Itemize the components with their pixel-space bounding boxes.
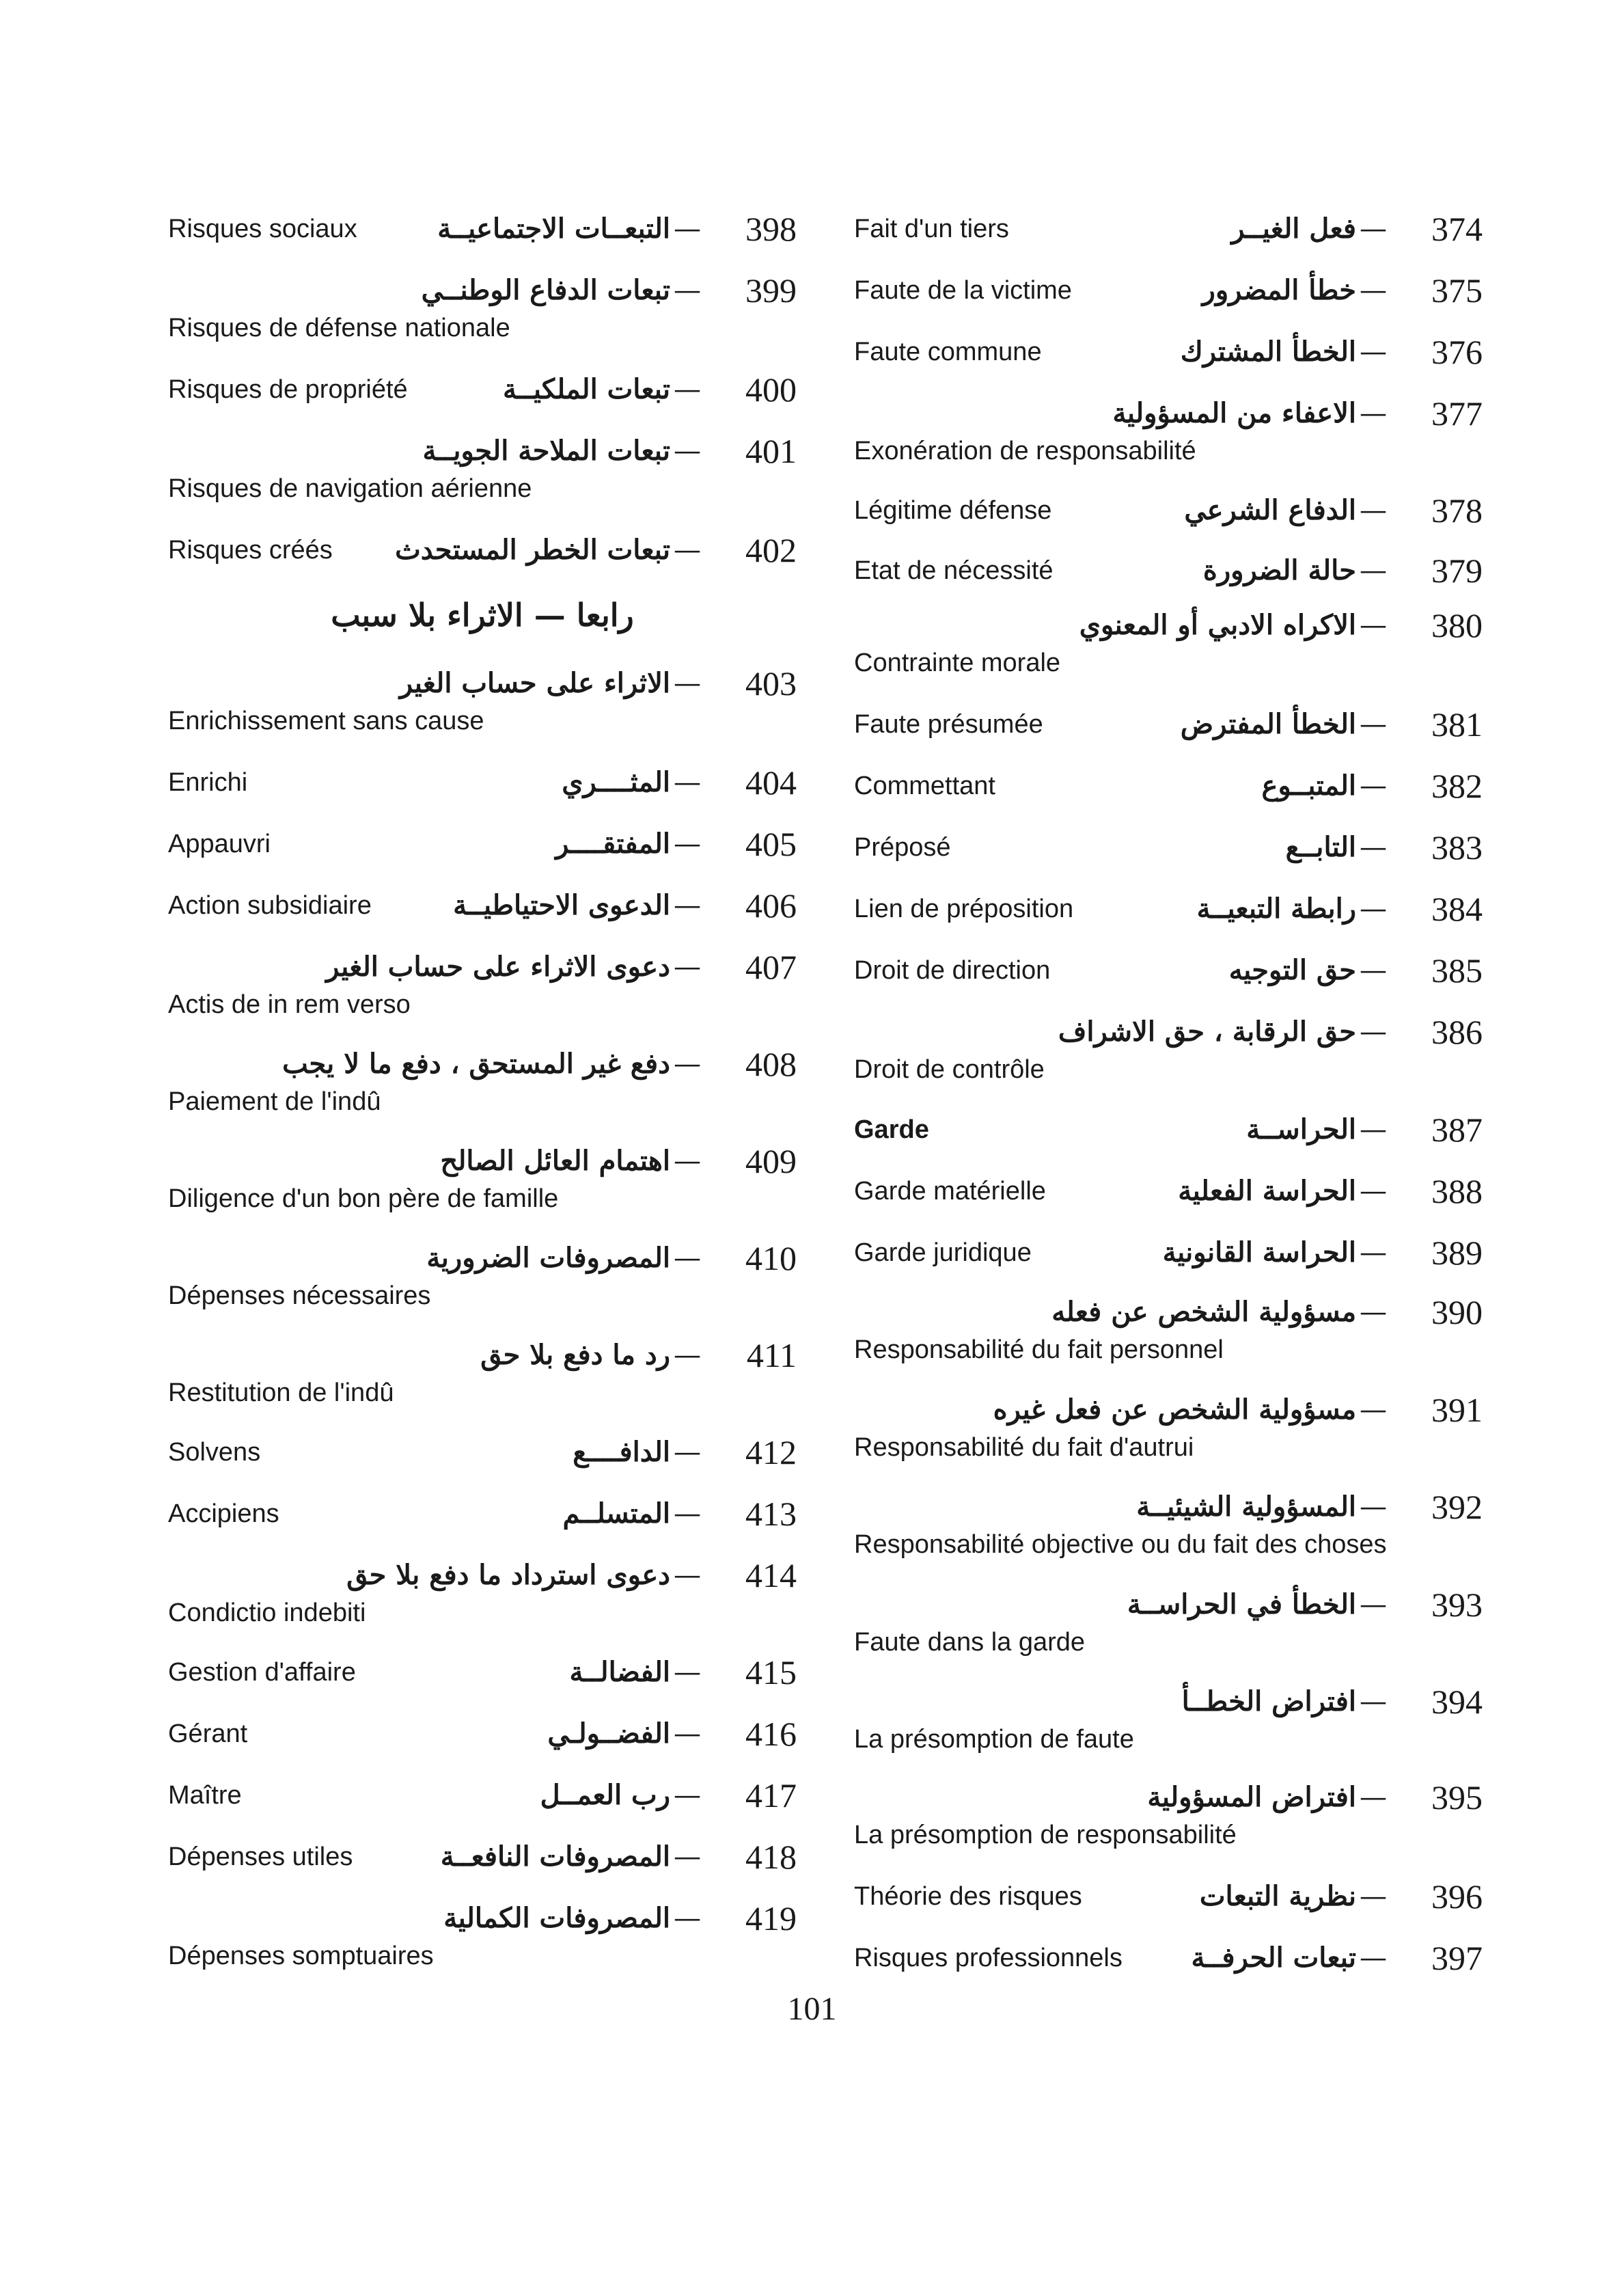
arabic-term: افتراض المسؤولية <box>1147 1781 1356 1813</box>
dash: — <box>1360 1782 1387 1813</box>
entry-number: 406 <box>745 886 797 925</box>
french-term: Risques sociaux <box>168 215 357 243</box>
glossary-entry <box>854 1581 1483 1657</box>
entry-number: 377 <box>1431 394 1483 433</box>
french-term: Théorie des risques <box>854 1882 1082 1911</box>
glossary-entry <box>168 1137 797 1213</box>
arabic-term: الاعفاء من المسؤولية <box>1112 397 1356 429</box>
glossary-entry <box>854 1773 1483 1849</box>
entry-number: 386 <box>1431 1013 1483 1051</box>
arabic-term: الاثراء على حساب الغير <box>399 667 670 699</box>
arabic-term: التابــع <box>1285 831 1356 863</box>
glossary-entry <box>854 1386 1483 1462</box>
page-number: 101 <box>787 1991 837 2027</box>
arabic-term: رابطة التبعيــة <box>1196 893 1356 925</box>
entry-number: 394 <box>1431 1683 1483 1721</box>
dash: — <box>674 1903 701 1934</box>
french-term: Risques de navigation aérienne <box>168 474 532 503</box>
french-term: Enrichissement sans cause <box>168 707 484 735</box>
entry-number: 411 <box>746 1336 797 1374</box>
dash: — <box>1360 398 1387 429</box>
entry-number: 417 <box>745 1776 797 1814</box>
dash: — <box>1360 555 1387 586</box>
french-term: Maître <box>168 1781 242 1810</box>
arabic-term: اهتمام العائل الصالح <box>440 1145 670 1177</box>
glossary-entry <box>168 267 797 342</box>
arabic-term: المتسلــم <box>562 1497 670 1530</box>
entry-number: 415 <box>745 1653 797 1691</box>
dash: — <box>1360 1237 1387 1268</box>
glossary-entry <box>854 701 1483 748</box>
french-term: Droit de direction <box>854 956 1051 985</box>
entry-number: 379 <box>1431 552 1483 590</box>
french-term: Risques créés <box>168 536 333 565</box>
arabic-term: مسؤولية الشخص عن فعل غيره <box>993 1393 1356 1426</box>
entry-number: 410 <box>745 1239 797 1277</box>
french-term: Garde matérielle <box>854 1177 1046 1206</box>
glossary-entry <box>168 820 797 868</box>
entry-number: 399 <box>745 271 797 310</box>
dash: — <box>1360 893 1387 925</box>
french-term: Solvens <box>168 1438 261 1467</box>
french-term: Responsabilité du fait personnel <box>854 1335 1224 1364</box>
french-term: Etat de nécessité <box>854 556 1054 585</box>
french-term: Gérant <box>168 1719 248 1748</box>
glossary-entry <box>168 1234 797 1310</box>
entry-number: 378 <box>1431 491 1483 530</box>
entry-number: 408 <box>745 1045 797 1083</box>
french-term: Dépenses utiles <box>168 1843 353 1871</box>
dash: — <box>1360 955 1387 986</box>
entry-number: 382 <box>1431 767 1483 805</box>
entry-number: 387 <box>1431 1111 1483 1149</box>
entry-number: 405 <box>745 825 797 863</box>
entry-number: 403 <box>745 664 797 703</box>
arabic-term: نظرية التبعات <box>1199 1880 1356 1912</box>
entry-number: 376 <box>1431 333 1483 371</box>
entry-number: 381 <box>1431 705 1483 744</box>
dash: — <box>674 1340 701 1371</box>
arabic-term: المصروفات الكمالية <box>443 1902 670 1934</box>
arabic-term: الحراسة القانونية <box>1162 1236 1356 1268</box>
glossary-entry <box>854 547 1483 595</box>
glossary-entry <box>854 1229 1483 1277</box>
entry-number: 393 <box>1431 1586 1483 1624</box>
dash: — <box>674 1718 701 1750</box>
dash: — <box>1360 495 1387 526</box>
entry-number: 416 <box>745 1715 797 1753</box>
glossary-entry <box>168 526 797 574</box>
dash: — <box>674 275 701 306</box>
french-term: Responsabilité du fait d'autrui <box>854 1433 1194 1462</box>
entry-number: 385 <box>1431 951 1483 990</box>
glossary-entry <box>854 328 1483 376</box>
entry-number: 395 <box>1431 1778 1483 1817</box>
arabic-term: الحراســة <box>1246 1113 1356 1145</box>
glossary-entry <box>854 1934 1483 1982</box>
arabic-term: الخطأ المفترض <box>1180 708 1356 740</box>
arabic-term: الفضالــة <box>569 1656 670 1688</box>
dash: — <box>1360 1589 1387 1620</box>
entry-number: 388 <box>1431 1172 1483 1210</box>
arabic-term: الخطأ المشترك <box>1180 336 1356 368</box>
arabic-term: الفضــولـي <box>547 1717 670 1750</box>
dash: — <box>674 1560 701 1591</box>
french-term: Fait d'un tiers <box>854 215 1009 243</box>
dash: — <box>674 1437 701 1468</box>
french-term: Commettant <box>854 772 995 800</box>
glossary-entry <box>168 759 797 806</box>
arabic-term: تبعات الخطر المستحدث <box>395 534 670 566</box>
arabic-term: الدافــــع <box>573 1436 670 1468</box>
glossary-entry <box>168 660 797 735</box>
dash: — <box>674 1048 701 1080</box>
french-term: Lien de préposition <box>854 895 1074 923</box>
glossary-entry <box>854 1167 1483 1215</box>
french-term: Risques professionnels <box>854 1944 1123 1972</box>
french-term: Appauvri <box>168 830 271 858</box>
dash: — <box>1360 1686 1387 1717</box>
french-term: Exonération de responsabilité <box>854 437 1196 465</box>
arabic-term: خطأ المضرور <box>1202 274 1356 306</box>
entry-number: 409 <box>745 1142 797 1180</box>
dash: — <box>674 534 701 566</box>
entry-number: 402 <box>745 531 797 569</box>
glossary-entry <box>854 601 1483 677</box>
glossary-entry <box>854 1288 1483 1364</box>
arabic-term: الدفاع الشرعي <box>1184 494 1356 526</box>
french-term: Risques de propriété <box>168 375 408 404</box>
glossary-entry <box>168 1648 797 1696</box>
dash: — <box>674 213 701 245</box>
dash: — <box>674 1145 701 1177</box>
glossary-entry <box>168 1771 797 1819</box>
entry-number: 400 <box>745 370 797 409</box>
french-term: Faute présumée <box>854 710 1043 739</box>
entry-number: 413 <box>745 1495 797 1533</box>
glossary-entry <box>854 205 1483 253</box>
glossary-entry <box>854 947 1483 994</box>
arabic-term: افتراض الخطــأ <box>1181 1685 1356 1717</box>
arabic-term: الاكراه الادبي أو المعنوي <box>1079 609 1356 641</box>
glossary-entry <box>854 1483 1483 1559</box>
french-term: Faute de la victime <box>854 276 1072 305</box>
glossary-entry <box>168 943 797 1019</box>
glossary-entry <box>168 1490 797 1538</box>
glossary-entry <box>854 487 1483 534</box>
entry-number: 384 <box>1431 890 1483 928</box>
glossary-entry <box>168 1551 797 1627</box>
french-term: Responsabilité objective ou du fait des choses <box>854 1530 1387 1559</box>
section-heading: رابعا — الاثراء بلا سبب <box>331 597 634 634</box>
arabic-term: حق التوجيه <box>1228 954 1356 986</box>
arabic-term: التبعــات الاجتماعيــة <box>437 213 670 245</box>
arabic-term: المفتقــــر <box>555 828 670 860</box>
arabic-term: رب العمــل <box>540 1779 670 1811</box>
glossary-entry <box>168 1428 797 1476</box>
dash: — <box>1360 1491 1387 1523</box>
arabic-term: تبعات الملاحة الجويــة <box>422 435 670 467</box>
dash: — <box>674 435 701 467</box>
glossary-entry <box>854 1678 1483 1754</box>
arabic-term: مسؤولية الشخص عن فعله <box>1051 1296 1356 1328</box>
dash: — <box>674 828 701 860</box>
entry-number: 412 <box>745 1433 797 1471</box>
french-term: Diligence d'un bon père de famille <box>168 1184 559 1213</box>
french-term: Faute commune <box>854 338 1042 366</box>
glossary-entry <box>854 390 1483 465</box>
entry-number: 380 <box>1431 606 1483 644</box>
glossary-entry <box>854 885 1483 933</box>
dash: — <box>674 951 701 983</box>
glossary-entry <box>168 1040 797 1116</box>
arabic-term: تبعات الدفاع الوطنــي <box>421 274 670 306</box>
arabic-term: حق الرقابة ، حق الاشراف <box>1058 1016 1356 1048</box>
dash: — <box>674 767 701 798</box>
arabic-term: المصروفات النافعــة <box>440 1840 670 1873</box>
dash: — <box>1360 1394 1387 1426</box>
dash: — <box>674 668 701 699</box>
glossary-entry <box>168 1833 797 1881</box>
entry-number: 374 <box>1431 210 1483 248</box>
dash: — <box>674 1242 701 1274</box>
french-term: Contrainte morale <box>854 649 1061 677</box>
entry-number: 407 <box>745 948 797 986</box>
french-term: Accipiens <box>168 1499 279 1528</box>
dash: — <box>674 1841 701 1873</box>
french-term: Garde juridique <box>854 1238 1032 1267</box>
dash: — <box>674 1657 701 1688</box>
dash: — <box>1360 336 1387 368</box>
arabic-term: المصروفات الضرورية <box>426 1242 670 1274</box>
dash: — <box>1360 1296 1387 1328</box>
glossary-entry <box>854 824 1483 871</box>
arabic-term: دفع غير المستحق ، دفع ما لا يجب <box>282 1048 670 1080</box>
glossary-entry <box>168 205 797 253</box>
french-term: La présomption de responsabilité <box>854 1821 1237 1849</box>
arabic-term: تبعات الحرفــة <box>1191 1942 1356 1974</box>
dash: — <box>1360 213 1387 245</box>
french-term: La présomption de faute <box>854 1725 1134 1754</box>
dash: — <box>1360 1175 1387 1207</box>
entry-number: 390 <box>1431 1293 1483 1331</box>
french-term: Risques de défense nationale <box>168 314 510 342</box>
french-term: Droit de contrôle <box>854 1055 1045 1084</box>
glossary-entry <box>854 1008 1483 1084</box>
entry-number: 398 <box>745 210 797 248</box>
arabic-term: الخطأ في الحراســة <box>1127 1588 1356 1620</box>
french-term: Dépenses somptuaires <box>168 1942 434 1970</box>
entry-number: 397 <box>1431 1939 1483 1977</box>
french-term: Condictio indebiti <box>168 1599 366 1627</box>
glossary-entry <box>168 1894 797 1970</box>
french-term: Faute dans la garde <box>854 1628 1086 1657</box>
arabic-term: رد ما دفع بلا حق <box>480 1339 670 1371</box>
dash: — <box>674 374 701 405</box>
dash: — <box>1360 770 1387 802</box>
dash: — <box>1360 1881 1387 1912</box>
french-term: Dépenses nécessaires <box>168 1281 431 1310</box>
entry-number: 404 <box>745 763 797 802</box>
entry-number: 414 <box>745 1556 797 1594</box>
french-term: Garde <box>854 1115 929 1144</box>
french-term: Enrichi <box>168 768 248 797</box>
french-term: Gestion d'affaire <box>168 1658 356 1687</box>
entry-number: 391 <box>1431 1391 1483 1429</box>
arabic-term: المسؤولية الشيئيــة <box>1136 1491 1356 1523</box>
dash: — <box>1360 1016 1387 1048</box>
french-term: Actis de in rem verso <box>168 990 411 1019</box>
entry-number: 392 <box>1431 1488 1483 1526</box>
arabic-term: دعوى الاثراء على حساب الغير <box>326 951 670 983</box>
french-term: Légitime défense <box>854 496 1052 525</box>
glossary-entry <box>168 1710 797 1758</box>
arabic-term: الدعوى الاحتياطيــة <box>453 889 670 921</box>
dash: — <box>1360 709 1387 740</box>
dash: — <box>1360 610 1387 641</box>
arabic-term: المثــــري <box>562 766 670 798</box>
arabic-term: الحراسة الفعلية <box>1178 1175 1356 1207</box>
glossary-entry <box>854 1873 1483 1920</box>
dash: — <box>674 1780 701 1811</box>
dash: — <box>1360 832 1387 863</box>
entry-number: 383 <box>1431 828 1483 867</box>
dash: — <box>674 1498 701 1530</box>
glossary-entry <box>168 882 797 929</box>
dash: — <box>674 890 701 921</box>
french-term: Restitution de l'indû <box>168 1378 394 1407</box>
dash: — <box>1360 1942 1387 1974</box>
glossary-entry <box>854 1106 1483 1154</box>
entry-number: 401 <box>745 432 797 470</box>
entry-number: 375 <box>1431 271 1483 310</box>
glossary-entry <box>168 427 797 503</box>
glossary-entry <box>168 366 797 413</box>
entry-number: 419 <box>745 1899 797 1938</box>
glossary-entry <box>854 267 1483 314</box>
arabic-term: حالة الضرورة <box>1202 554 1356 586</box>
french-term: Paiement de l'indû <box>168 1087 381 1116</box>
entry-number: 389 <box>1431 1234 1483 1272</box>
arabic-term: فعل الغيــر <box>1231 213 1356 245</box>
french-term: Action subsidiaire <box>168 891 372 920</box>
dash: — <box>1360 275 1387 306</box>
arabic-term: تبعات الملكيــة <box>503 373 670 405</box>
glossary-entry <box>854 762 1483 810</box>
dash: — <box>1360 1114 1387 1145</box>
entry-number: 418 <box>745 1838 797 1876</box>
arabic-term: المتبــوع <box>1261 770 1356 802</box>
french-term: Préposé <box>854 833 951 862</box>
glossary-entry <box>168 1331 797 1407</box>
arabic-term: دعوى استرداد ما دفع بلا حق <box>346 1559 670 1591</box>
entry-number: 396 <box>1431 1877 1483 1916</box>
